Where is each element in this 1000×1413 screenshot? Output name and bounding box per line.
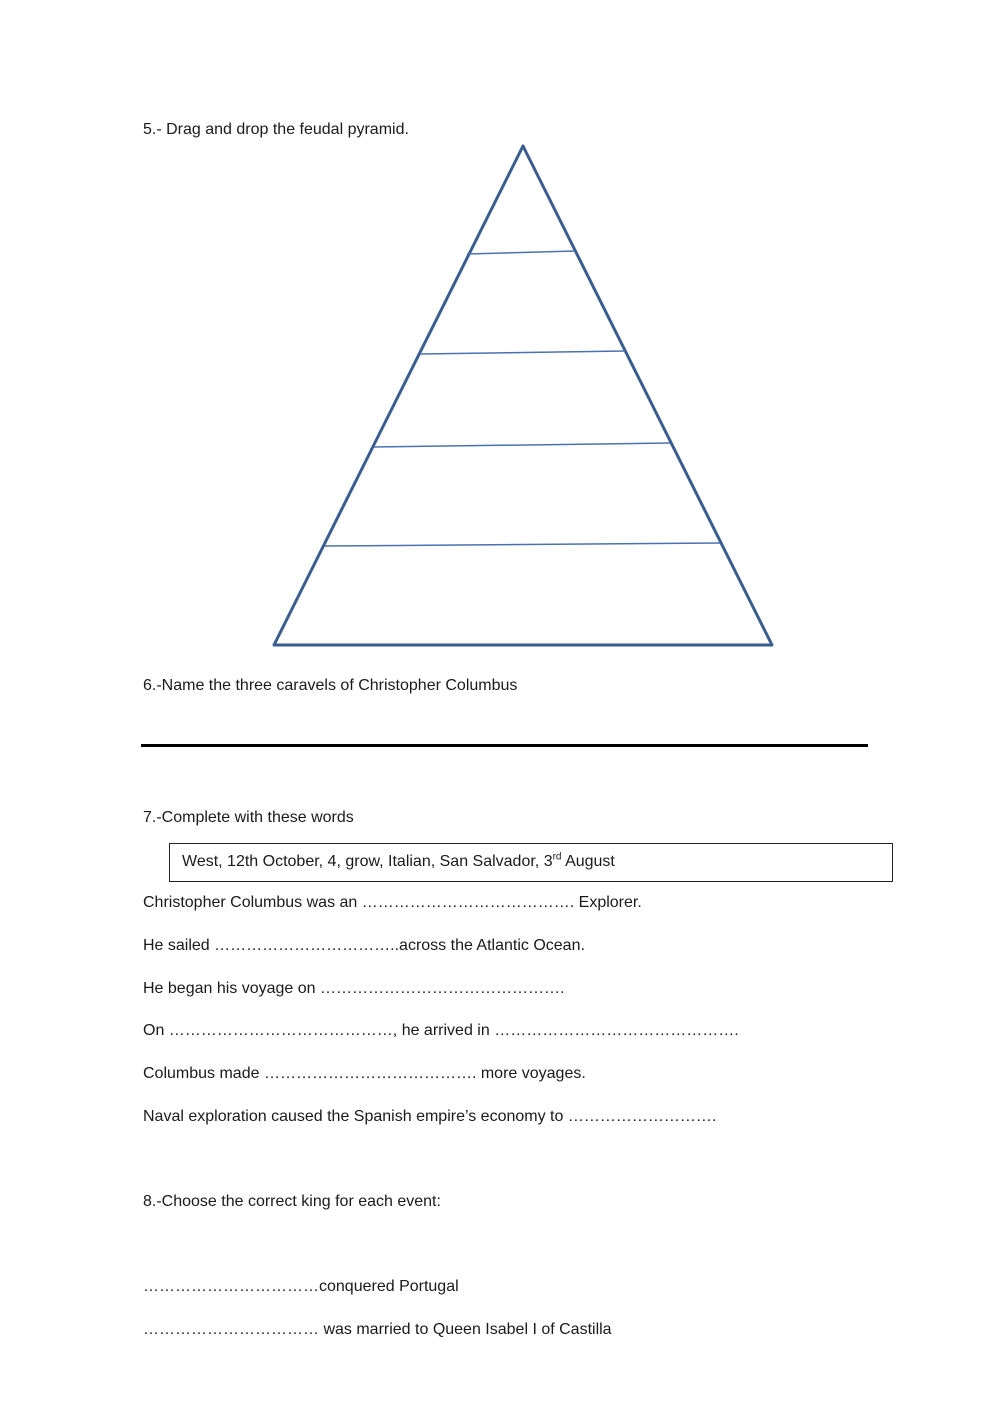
pyramid-level-divider-4[interactable] xyxy=(325,543,720,546)
q6-answer-line[interactable] xyxy=(141,744,868,747)
q7-sentence-6: Naval exploration caused the Spanish empire’s economy to ………………………. xyxy=(143,1108,717,1125)
q7-prompt: 7.-Complete with these words xyxy=(143,809,354,826)
pyramid-level-divider-1[interactable] xyxy=(467,251,575,254)
q7-sentence-2: He sailed ……………………………..across the Atlantic Ocean. xyxy=(143,937,585,954)
word-bank-box xyxy=(169,843,893,882)
q7-sentence-4: On ……………………………………, he arrived in ………………………………………. xyxy=(143,1022,739,1039)
fill-blank[interactable]: ………………………………………. xyxy=(320,980,565,997)
q8-item-2: …………………………… was married to Queen Isabel I of Castilla xyxy=(143,1321,612,1338)
q7-sentence-3: He began his voyage on ………………………………………. xyxy=(143,980,565,997)
fill-blank[interactable]: ………………………………… xyxy=(361,894,570,911)
fill-blank[interactable]: ………………………. xyxy=(567,1108,717,1125)
feudal-pyramid xyxy=(0,0,1000,700)
fill-blank[interactable]: …………………………… xyxy=(143,1321,319,1338)
fill-blank[interactable]: …………………………… xyxy=(143,1278,319,1295)
q8-prompt: 8.-Choose the correct king for each event: xyxy=(143,1193,441,1210)
fill-blank[interactable]: ………………………………… xyxy=(263,1065,472,1082)
q6-prompt: 6.-Name the three caravels of Christopher Columbus xyxy=(143,677,518,694)
q7-sentence-5: Columbus made …………………………………. more voyages. xyxy=(143,1065,586,1082)
fill-blank[interactable]: …………………………….. xyxy=(214,937,400,954)
q5-prompt: 5.- Drag and drop the feudal pyramid. xyxy=(143,121,409,138)
pyramid-level-divider-2[interactable] xyxy=(420,351,625,354)
pyramid-outline xyxy=(274,146,772,645)
pyramid-level-divider-3[interactable] xyxy=(374,443,670,447)
q8-item-1: ……………………………conquered Portugal xyxy=(143,1278,459,1295)
fill-blank[interactable]: …………………………………… xyxy=(168,1022,393,1039)
q7-sentence-1: Christopher Columbus was an …………………………………. Explorer. xyxy=(143,894,642,911)
word-bank-text: West, 12th October, 4, grow, Italian, San Salvador, 3rd August xyxy=(182,851,615,870)
fill-blank[interactable]: ………………………………………. xyxy=(494,1022,739,1039)
